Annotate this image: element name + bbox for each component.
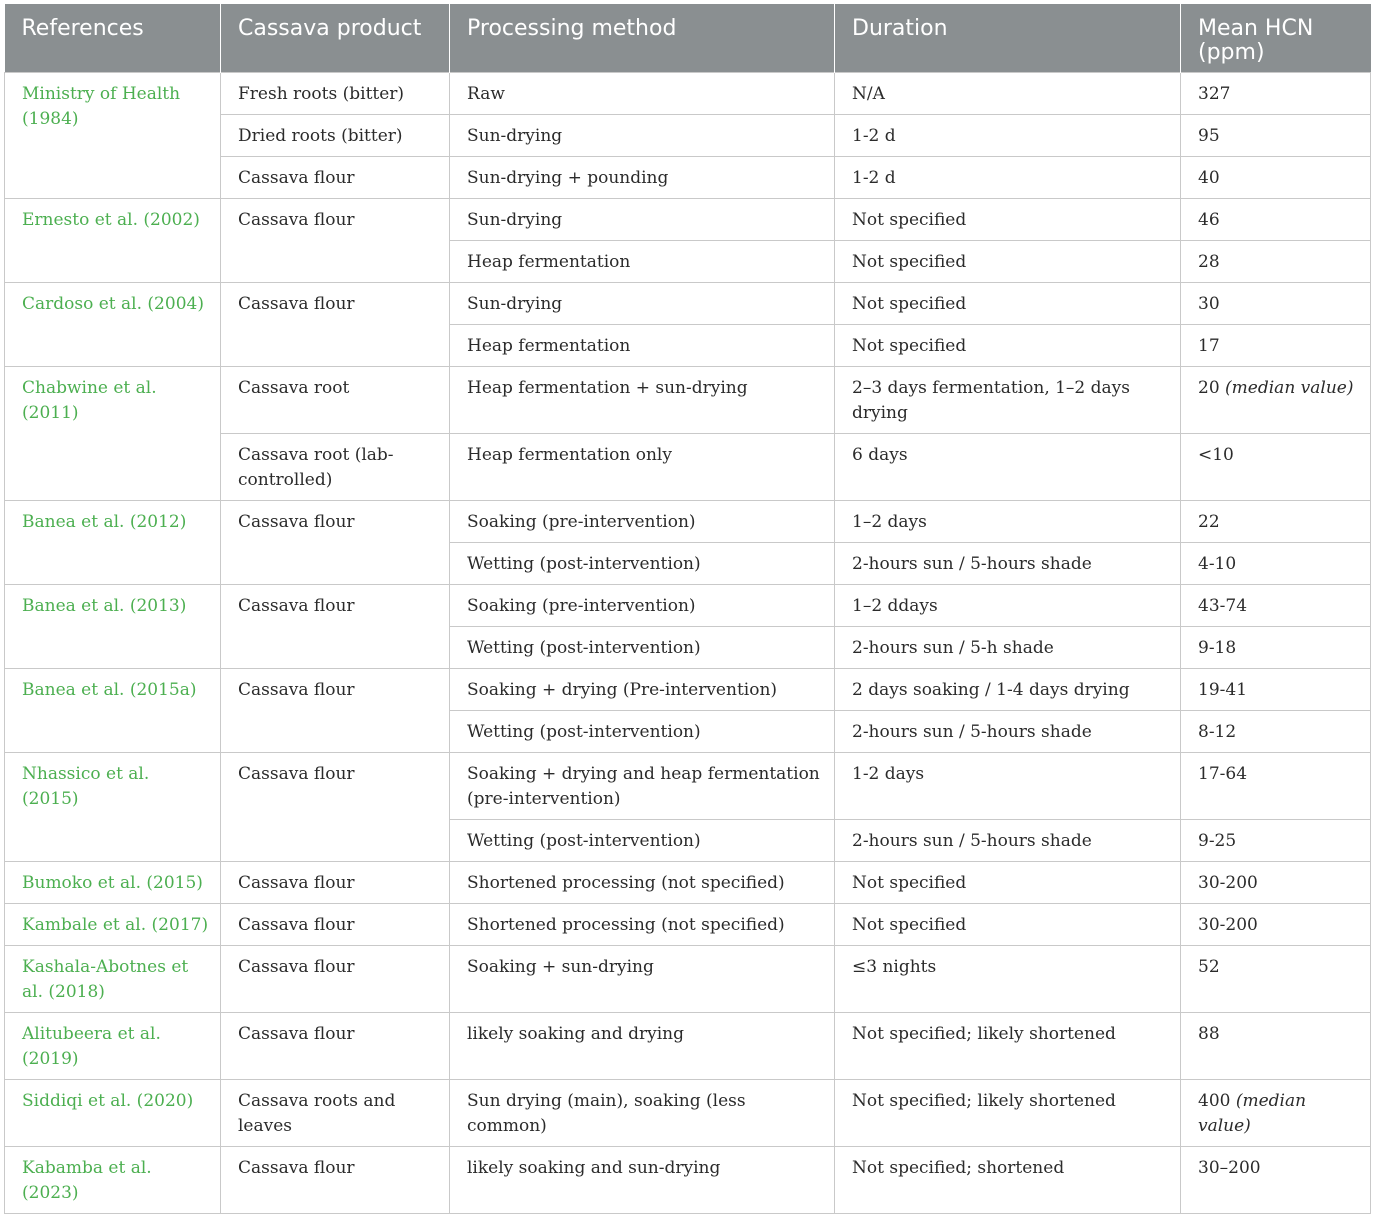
hcn-cell: 88 (1181, 1013, 1371, 1080)
table-row (5, 199, 1371, 241)
reference-cell: Siddiqi et al. (2020) (5, 1080, 221, 1147)
duration-cell: 2-hours sun / 5-hours shade (835, 711, 1181, 753)
table-row (5, 73, 1371, 115)
duration-cell: 2 days soaking / 1-4 days drying (835, 669, 1181, 711)
hcn-cell: 9-18 (1181, 627, 1371, 669)
method-cell: Soaking + drying and heap fermentation (pre-intervention) (450, 753, 835, 820)
method-cell: Sun drying (main), soaking (less common) (450, 1080, 835, 1147)
reference-cell: Alitubeera et al. (2019) (5, 1013, 221, 1080)
reference-cell: Bumoko et al. (2015) (5, 862, 221, 904)
duration-cell: N/A (835, 73, 1181, 115)
hcn-cell: 8-12 (1181, 711, 1371, 753)
duration-cell: Not specified (835, 241, 1181, 283)
hcn-cell: 17 (1181, 325, 1371, 367)
duration-cell: Not specified; likely shortened (835, 1080, 1181, 1147)
table-body (5, 73, 1371, 1214)
method-cell: Soaking + drying (Pre-intervention) (450, 669, 835, 711)
reference-cell: Banea et al. (2015a) (5, 669, 221, 753)
hcn-cell (1181, 367, 1371, 434)
table-row (5, 501, 1371, 543)
table-row (5, 862, 1371, 904)
table-row (5, 946, 1371, 1013)
product-cell: Cassava flour (221, 501, 450, 585)
reference-cell: Chabwine et al. (2011) (5, 367, 221, 501)
method-cell: Wetting (post-intervention) (450, 627, 835, 669)
duration-cell: Not specified; likely shortened (835, 1013, 1181, 1080)
table-row (5, 585, 1371, 627)
table-row (5, 753, 1371, 820)
method-cell: Heap fermentation only (450, 434, 835, 501)
method-cell: Sun-drying (450, 199, 835, 241)
hcn-cell: 19-41 (1181, 669, 1371, 711)
product-cell: Cassava flour (221, 946, 450, 1013)
product-cell: Fresh roots (bitter) (221, 73, 450, 115)
product-cell: Cassava root (lab-controlled) (221, 434, 450, 501)
header-duration: Duration (835, 4, 1181, 73)
hcn-cell: 46 (1181, 199, 1371, 241)
hcn-cell: 30-200 (1181, 904, 1371, 946)
reference-cell: Ministry of Health (1984) (5, 73, 221, 199)
method-cell: likely soaking and drying (450, 1013, 835, 1080)
hcn-cell: 95 (1181, 115, 1371, 157)
product-cell: Cassava flour (221, 585, 450, 669)
duration-cell: 2-hours sun / 5-hours shade (835, 820, 1181, 862)
table-row (5, 1080, 1371, 1147)
product-cell: Cassava flour (221, 283, 450, 367)
product-cell: Cassava flour (221, 669, 450, 753)
product-cell: Cassava flour (221, 199, 450, 283)
product-cell: Cassava roots and leaves (221, 1080, 450, 1147)
duration-cell: 6 days (835, 434, 1181, 501)
table-row (5, 1013, 1371, 1080)
hcn-cell: 327 (1181, 73, 1371, 115)
hcn-cell: 40 (1181, 157, 1371, 199)
method-cell: Sun-drying + pounding (450, 157, 835, 199)
product-cell: Cassava root (221, 367, 450, 434)
duration-cell: Not specified (835, 283, 1181, 325)
reference-cell: Kabamba et al. (2023) (5, 1147, 221, 1214)
header-cassava-product: Cassava product (221, 4, 450, 73)
hcn-value: 20 (1198, 378, 1220, 398)
header-references: References (5, 4, 221, 73)
table-row (5, 1147, 1371, 1214)
cassava-hcn-table (4, 4, 1371, 1214)
hcn-cell: 17-64 (1181, 753, 1371, 820)
hcn-table-container (4, 4, 1370, 1214)
method-cell: Soaking + sun-drying (450, 946, 835, 1013)
header-mean-hcn: Mean HCN (ppm) (1181, 4, 1371, 73)
hcn-value: 400 (1198, 1091, 1231, 1111)
product-cell: Cassava flour (221, 862, 450, 904)
method-cell: Heap fermentation (450, 241, 835, 283)
reference-cell: Banea et al. (2012) (5, 501, 221, 585)
hcn-cell: 30-200 (1181, 862, 1371, 904)
hcn-cell (1181, 1080, 1371, 1147)
method-cell: Sun-drying (450, 283, 835, 325)
duration-cell: 1–2 ddays (835, 585, 1181, 627)
reference-cell: Kashala-Abotnes et al. (2018) (5, 946, 221, 1013)
reference-cell: Banea et al. (2013) (5, 585, 221, 669)
hcn-cell: 22 (1181, 501, 1371, 543)
method-cell: Wetting (post-intervention) (450, 820, 835, 862)
product-cell: Cassava flour (221, 1013, 450, 1080)
hcn-note: (median value) (1225, 378, 1354, 398)
hcn-cell: 30 (1181, 283, 1371, 325)
duration-cell: 2-hours sun / 5-hours shade (835, 543, 1181, 585)
table-row (5, 904, 1371, 946)
method-cell: Soaking (pre-intervention) (450, 501, 835, 543)
hcn-cell: 28 (1181, 241, 1371, 283)
reference-cell: Kambale et al. (2017) (5, 904, 221, 946)
product-cell: Dried roots (bitter) (221, 115, 450, 157)
header-row (5, 4, 1371, 73)
hcn-cell: 9-25 (1181, 820, 1371, 862)
duration-cell: 1–2 days (835, 501, 1181, 543)
product-cell: Cassava flour (221, 904, 450, 946)
hcn-cell: 52 (1181, 946, 1371, 1013)
hcn-cell: 30–200 (1181, 1147, 1371, 1214)
duration-cell: Not specified (835, 199, 1181, 241)
method-cell: Raw (450, 73, 835, 115)
duration-cell: Not specified (835, 904, 1181, 946)
duration-cell: 2-hours sun / 5-h shade (835, 627, 1181, 669)
duration-cell: 1-2 d (835, 157, 1181, 199)
duration-cell: 1-2 days (835, 753, 1181, 820)
duration-cell: ≤3 nights (835, 946, 1181, 1013)
reference-cell: Cardoso et al. (2004) (5, 283, 221, 367)
hcn-cell: <10 (1181, 434, 1371, 501)
method-cell: Shortened processing (not specified) (450, 862, 835, 904)
product-cell: Cassava flour (221, 157, 450, 199)
method-cell: likely soaking and sun-drying (450, 1147, 835, 1214)
method-cell: Shortened processing (not specified) (450, 904, 835, 946)
hcn-cell: 43-74 (1181, 585, 1371, 627)
product-cell: Cassava flour (221, 753, 450, 862)
method-cell: Heap fermentation (450, 325, 835, 367)
duration-cell: Not specified (835, 862, 1181, 904)
hcn-cell: 4-10 (1181, 543, 1371, 585)
table-row (5, 669, 1371, 711)
duration-cell: 1-2 d (835, 115, 1181, 157)
duration-cell: Not specified (835, 325, 1181, 367)
method-cell: Wetting (post-intervention) (450, 711, 835, 753)
method-cell: Sun-drying (450, 115, 835, 157)
duration-cell: 2–3 days fermentation, 1–2 days drying (835, 367, 1181, 434)
table-header (5, 4, 1371, 73)
method-cell: Wetting (post-intervention) (450, 543, 835, 585)
table-row (5, 367, 1371, 434)
reference-cell: Nhassico et al. (2015) (5, 753, 221, 862)
method-cell: Soaking (pre-intervention) (450, 585, 835, 627)
duration-cell: Not specified; shortened (835, 1147, 1181, 1214)
reference-cell: Ernesto et al. (2002) (5, 199, 221, 283)
hcn-note: (median value) (1198, 1091, 1307, 1136)
product-cell: Cassava flour (221, 1147, 450, 1214)
header-processing-method: Processing method (450, 4, 835, 73)
table-row (5, 283, 1371, 325)
method-cell: Heap fermentation + sun-drying (450, 367, 835, 434)
